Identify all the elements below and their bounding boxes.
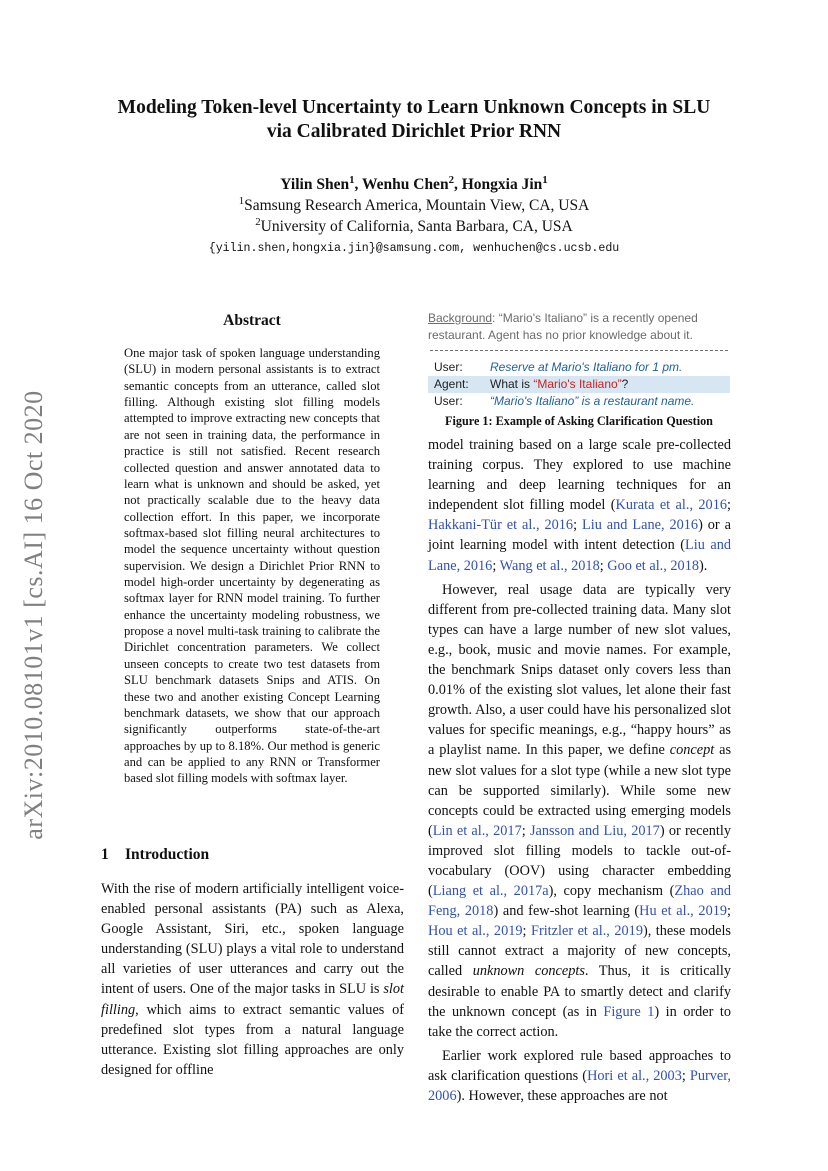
- figure-reference-link[interactable]: Figure 1: [603, 1003, 655, 1020]
- citation-link[interactable]: Hori et al., 2003: [587, 1067, 682, 1084]
- author-block: [90, 174, 738, 261]
- affiliation-1: $^1$Samsung Research America, Mountain View, CA, USA: [238, 194, 590, 214]
- figure-caption: Figure 1: Example of Asking Clarification Question: [445, 414, 713, 428]
- figure-dashed-divider: [430, 350, 728, 351]
- paragraph: Earlier work explored rule based approaches to ask clarification questions (Hori et al., 2003; Purver, 2006). However, these approaches are not: [428, 1047, 731, 1104]
- citation-link[interactable]: Wang et al., 2018: [499, 557, 600, 574]
- dialog-turn-agent: Agent: What is “Mario's Italiano”?: [428, 376, 730, 393]
- citation-link[interactable]: Hou et al., 2019: [428, 923, 523, 940]
- citation-link[interactable]: Liu and Lane, 2016: [428, 537, 731, 574]
- paragraph: model training based on a large scale pre-collected training corpus. They explored to use machine learning and deep learning techniques for an independent slot filling model (Kurata et al., 2016; Hakkani-Tür et al., 2016; Liu and Lane, 2016) or a joint learning model with intent detection (Liu and Lane, 2016; Wang et al., 2018; Goo et al., 2018).: [428, 437, 731, 574]
- paper-title: Modeling Token-level Uncertainty to Learn Unknown Concepts in SLU via Calibrated Dirichlet Prior RNN: [117, 97, 711, 142]
- dialog-turn-user-1: User: Reserve at Mario's Italiano for 1 pm.: [434, 360, 683, 374]
- author-emails: {yilin.shen,hongxia.jin}@samsung.com, wenhuchen@cs.ucsb.edu: [208, 242, 620, 255]
- affiliation-2: $^2$University of California, Santa Barbara, CA, USA: [255, 215, 573, 235]
- citation-link[interactable]: Jansson and Liu, 2017: [529, 822, 660, 839]
- author-names: Yilin Shen$^1$, Wenhu Chen$^2$, Hongxia Jin$^1$: [280, 173, 548, 193]
- citation-link[interactable]: Liu and Lane, 2016: [581, 517, 699, 534]
- section-heading-introduction: 1 Introduction: [101, 846, 210, 863]
- citation-link[interactable]: Liang et al., 2017a: [432, 883, 549, 900]
- citation-link[interactable]: Hu et al., 2019: [639, 903, 728, 920]
- figure-background-text: Background: “Mario's Italiano” is a recently opened restaurant. Agent has no prior knowledge about it.: [428, 311, 698, 342]
- citation-link[interactable]: Hakkani-Tür et al., 2016: [428, 517, 574, 534]
- citation-link[interactable]: Zhao and Feng, 2018: [428, 883, 731, 920]
- citation-link[interactable]: Purver, 2006: [428, 1067, 731, 1104]
- citation-link[interactable]: Goo et al., 2018: [607, 557, 699, 574]
- citation-link[interactable]: Fritzler et al., 2019: [531, 923, 643, 940]
- citation-link[interactable]: Lin et al., 2017: [432, 822, 522, 839]
- introduction-paragraph: With the rise of modern artificially intelligent voice-enabled personal assistants (PA) such as Alexa, Google Assistant, Siri, etc., spoken language understanding (SLU) plays a vital role to understand all varieties of user utterances and carry out the intent of users. One of the major tasks in SLU is slot filling, which aims to extract semantic values of predefined slot types from a natural language utterance. Existing slot filling approaches are only designed for offline: [101, 881, 404, 1078]
- citation-link[interactable]: Kurata et al., 2016: [615, 497, 728, 514]
- dialog-turn-user-2: User: “Mario's Italiano” is a restaurant name.: [434, 394, 695, 408]
- abstract-heading: Abstract: [223, 312, 281, 329]
- paragraph: However, real usage data are typically very different from pre-collected training data. Many slot types can have a large number of new slot values, e.g., book, music and movie names. For example, the benchmark Snips dataset only covers less than 0.01% of the existing slot values, let alone their fast growth. Also, a user could have his personalized slot values for specific meanings, e.g., “happy hours” as a playlist name. In this paper, we define concept as new slot values for a slot type (while a new slot type can be supported similarly). While some new concepts could be extracted using emerging models (Lin et al., 2017; Jansson and Liu, 2017) or recently improved slot filling models to tackle out-of-vocabulary (OOV) using character embedding (Liang et al., 2017a), copy mechanism (Zhao and Feng, 2018) and few-shot learning (Hu et al., 2019; Hou et al., 2019; Fritzler et al., 2019), these models still cannot extract a majority of new concepts, called unknown concepts. Thus, it is critically desirable to enable PA to smartly detect and clarify the unknown concept (as in Figure 1) in order to take the correct action.: [428, 581, 732, 1040]
- figure-1: [428, 310, 730, 429]
- arxiv-identifier: arXiv:2010.08101v1 [cs.AI] 16 Oct 2020: [19, 390, 48, 840]
- abstract-text: One major task of spoken language understanding (SLU) in modern personal assistants is to extract semantic concepts from an utterance, called slot filling. Although existing slot filling models attempted to improve extracting new concepts that are not seen in training data, the performance in practice is still not satisfied. Recent research collected question and answer annotated data to learn what is unknown and should be asked, yet not practically scalable due to the heavy data collection effort. In this paper, we incorporate softmax-based slot filling neural architectures to model the sequence uncertainty without question supervision. We design a Dirichlet Prior RNN to model high-order uncertainty by degenerating as softmax layer for RNN model training. To further enhance the uncertainty modeling robustness, we propose a novel multi-task training to calibrate the Dirichlet concentration parameters. We collect unseen concepts to create two test datasets from SLU benchmark datasets Snips and ATIS. On these two and another existing Concept Learning benchmark datasets, we show that our approach significantly outperforms state-of-the-art approaches by up to 8.18%. Our method is generic and can be applied to any RNN or Transformer based slot filling models with softmax layer.: [124, 346, 380, 786]
- arxiv-sidebar: [14, 370, 54, 860]
- right-column-text: [428, 435, 731, 1106]
